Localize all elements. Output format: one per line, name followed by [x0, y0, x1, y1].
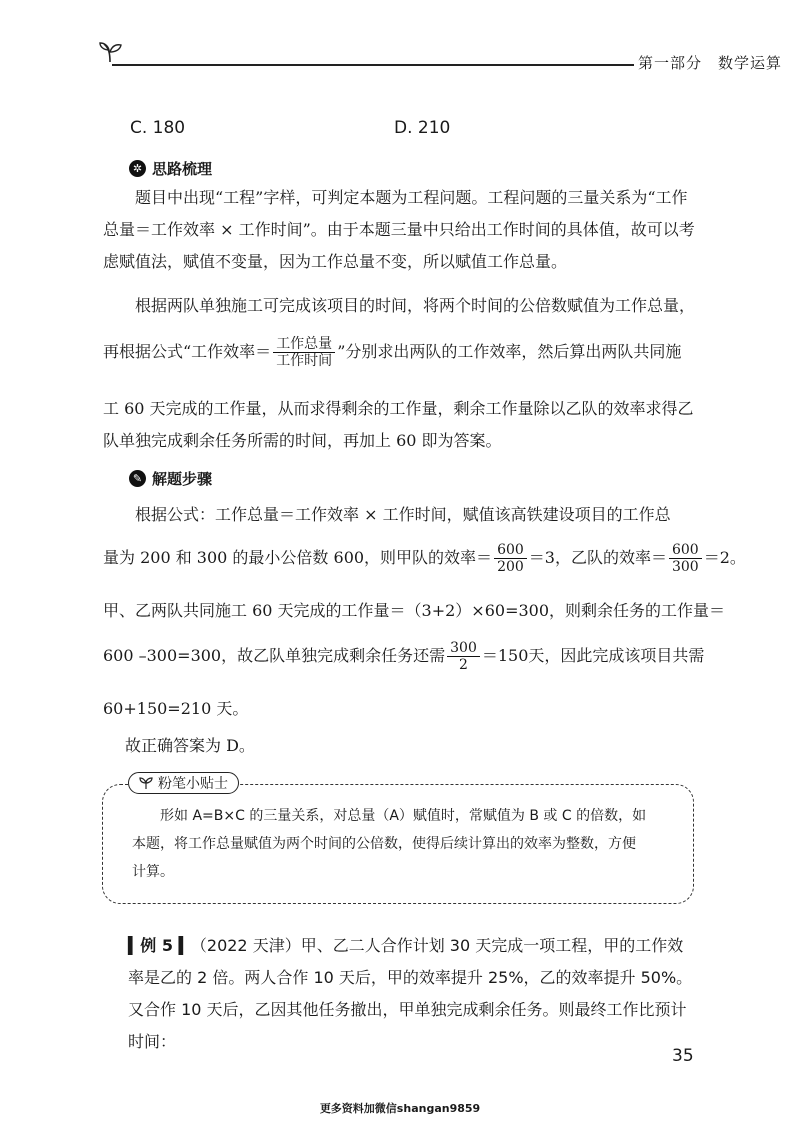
analysis-paragraph-2-line-2: 再根据公式“工作效率＝ $\frac{\text{工作总量}}{\text{工作时间}}$ ”分别求出两队的工作效率，然后算出两队共同施	[103, 336, 682, 369]
fraction-300-2: $\frac{300}{2}$	[447, 640, 480, 673]
example-tag: ▍例 5 ▍	[128, 936, 191, 955]
tip-label: 粉笔小贴士	[128, 772, 239, 794]
option-c: C. 180	[130, 118, 186, 138]
sprout-icon	[98, 38, 128, 66]
solution-line-3: 甲、乙两队共同施工 60 天完成的工作量＝（3+2）×60=300，则剩余任务的工作量＝	[103, 601, 726, 620]
solution-answer: 故正确答案为 D。	[125, 736, 255, 755]
example-5	[128, 930, 694, 1058]
solution-line-1: 根据公式：工作总量＝工作效率 × 工作时间，赋值该高铁建设项目的工作总	[135, 505, 671, 524]
page-header	[98, 38, 783, 78]
analysis-paragraph-1: 题目中出现“工程”字样，可判定本题为工程问题。工程问题的三量关系为“工作总量＝工作效率 × 工作时间”。由于本题三量中只给出工作时间的具体值，故可以考虑赋值法，赋值不变量，因为工作总量不变，所以赋值工作总量。	[103, 188, 695, 271]
analysis-paragraph-2-line-3: 工 60 天完成的工作量，从而求得剩余的工作量，剩余工作量除以乙队的效率求得乙	[103, 399, 694, 418]
solution-line-4: 600 –300=300，故乙队单独完成剩余任务还需 $\frac{300}{2}$ ＝150天，因此完成该项目共需	[103, 640, 705, 673]
fraction-600-300: $\frac{600}{300}$	[669, 542, 702, 575]
solution-line-2: 量为 200 和 300 的最小公倍数 600，则甲队的效率＝ $\frac{600}{200}$ ＝3，乙队的效率＝ $\frac{600}{300}$ ＝2。	[103, 542, 746, 575]
fraction-600-200: $\frac{600}{200}$	[494, 542, 527, 575]
solution-line-5: 60+150=210 天。	[103, 699, 249, 718]
option-d: D. 210	[394, 118, 451, 138]
pencil-icon: ✎	[129, 470, 146, 487]
analysis-paragraph-2-line-4: 队单独完成剩余任务所需的时间，再加上 60 即为答案。	[103, 431, 502, 450]
solution-heading: ✎ 解题步骤	[129, 468, 212, 489]
gear-icon: ✲	[129, 160, 146, 177]
footer-note: 更多资料加微信shangan9859	[319, 1102, 481, 1115]
analysis-heading: ✲ 思路梳理	[129, 158, 212, 179]
page-number: 35	[672, 1046, 694, 1066]
tip-text: 形如 A=B×C 的三量关系，对总量（A）赋值时，常赋值为 B 或 C 的倍数，如 本题，将工作总量赋值为两个时间的公倍数，使得后续计算出的效率为整数，方便 计算。	[132, 808, 647, 880]
analysis-paragraph-2-line-1: 根据两队单独施工可完成该项目的时间，将两个时间的公倍数赋值为工作总量，	[135, 296, 696, 315]
header-rule	[112, 64, 634, 66]
sprout-icon	[139, 776, 153, 790]
example-text: （2022 天津）甲、乙二人合作计划 30 天完成一项工程，甲的工作效率是乙的 2 倍。两人合作 10 天后，甲的效率提升 25%，乙的效率提升 50%。又合作 10 天后，乙因其他任务撤出，甲单独完成剩余任务。则最终工作比预计时间：	[128, 936, 693, 1051]
section-title: 第一部分 数学运算	[638, 54, 783, 72]
efficiency-fraction: $\frac{\text{工作总量}}{\text{工作时间}}$	[273, 336, 335, 369]
